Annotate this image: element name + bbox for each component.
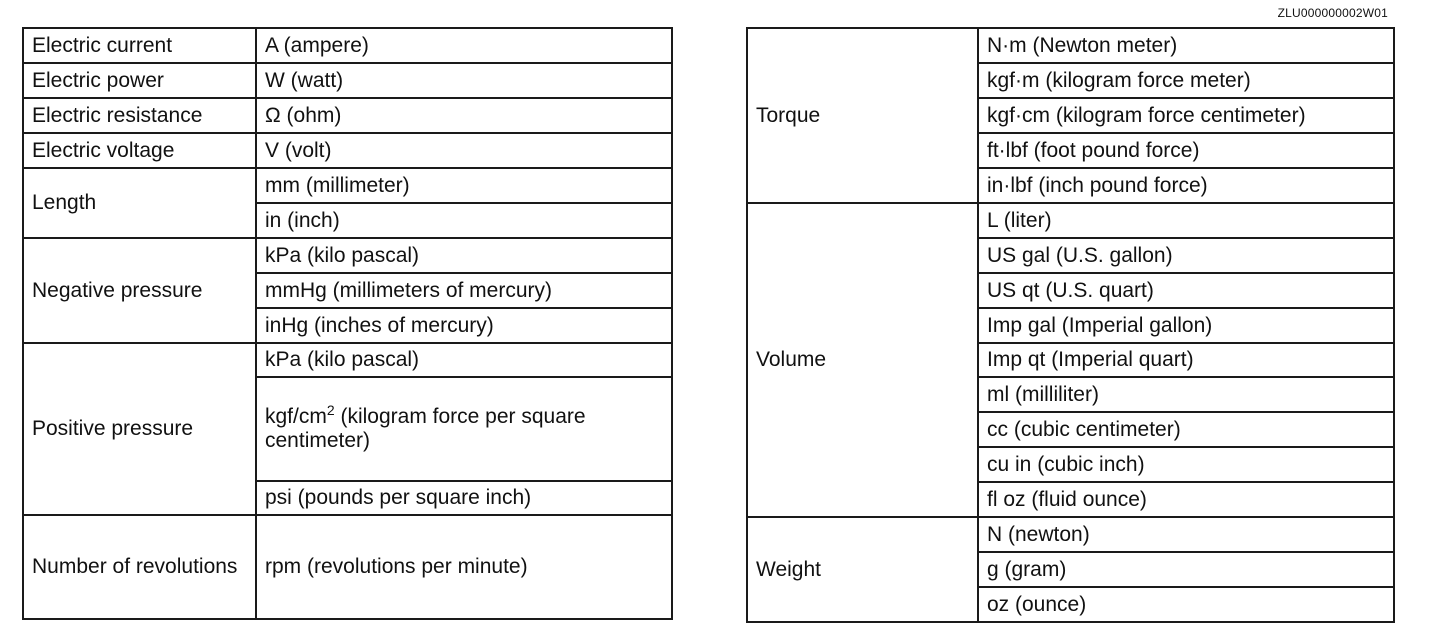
units-table-right <box>746 27 1395 623</box>
unit-cell: ft·lbf (foot pound force) <box>978 133 1394 168</box>
quantity-cell: Electric resistance <box>23 98 256 133</box>
table-row <box>747 517 1394 552</box>
table-row <box>23 515 672 619</box>
table-row <box>747 203 1394 238</box>
unit-cell: fl oz (fluid ounce) <box>978 482 1394 517</box>
unit-cell: psi (pounds per square inch) <box>256 481 672 515</box>
unit-cell: Ω (ohm) <box>256 98 672 133</box>
unit-cell: cc (cubic centimeter) <box>978 412 1394 447</box>
unit-cell: oz (ounce) <box>978 587 1394 622</box>
unit-cell: mmHg (millimeters of mercury) <box>256 273 672 308</box>
unit-cell: in·lbf (inch pound force) <box>978 168 1394 203</box>
quantity-cell: Negative pressure <box>23 238 256 343</box>
unit-cell: ml (milliliter) <box>978 377 1394 412</box>
table-row <box>23 168 672 203</box>
unit-cell: rpm (revolutions per minute) <box>256 515 672 619</box>
unit-cell: US qt (U.S. quart) <box>978 273 1394 308</box>
table-row <box>747 28 1394 63</box>
unit-cell: kPa (kilo pascal) <box>256 343 672 377</box>
unit-cell: US gal (U.S. gallon) <box>978 238 1394 273</box>
unit-symbol: kgf/cm <box>265 405 327 429</box>
table-row <box>23 133 672 168</box>
quantity-cell: Positive pressure <box>23 343 256 515</box>
unit-cell: cu in (cubic inch) <box>978 447 1394 482</box>
unit-cell: L (liter) <box>978 203 1394 238</box>
unit-cell: g (gram) <box>978 552 1394 587</box>
quantity-cell: Electric power <box>23 63 256 98</box>
unit-cell: Imp gal (Imperial gallon) <box>978 308 1394 343</box>
unit-cell: A (ampere) <box>256 28 672 63</box>
quantity-cell: Torque <box>747 28 978 203</box>
document-id: ZLU000000002W01 <box>1277 6 1388 20</box>
unit-cell: Imp qt (Imperial quart) <box>978 343 1394 377</box>
unit-cell: V (volt) <box>256 133 672 168</box>
unit-description: (kilogram force per square centimeter) <box>265 405 586 452</box>
quantity-cell: Length <box>23 168 256 238</box>
unit-cell: kPa (kilo pascal) <box>256 238 672 273</box>
table-row <box>23 63 672 98</box>
unit-cell <box>256 377 672 481</box>
unit-cell: inHg (inches of mercury) <box>256 308 672 343</box>
unit-exponent: 2 <box>326 402 335 419</box>
unit-cell: mm (millimeter) <box>256 168 672 203</box>
unit-cell: in (inch) <box>256 203 672 238</box>
quantity-cell: Weight <box>747 517 978 622</box>
unit-cell: W (watt) <box>256 63 672 98</box>
unit-cell: kgf·m (kilogram force meter) <box>978 63 1394 98</box>
unit-cell: N (newton) <box>978 517 1394 552</box>
table-row <box>23 238 672 273</box>
table-row <box>23 343 672 377</box>
table-row <box>23 28 672 63</box>
units-table-left <box>22 27 673 620</box>
quantity-cell: Number of revolutions <box>23 515 256 619</box>
quantity-cell: Electric current <box>23 28 256 63</box>
unit-cell: kgf·cm (kilogram force centimeter) <box>978 98 1394 133</box>
table-row <box>23 98 672 133</box>
quantity-cell: Volume <box>747 203 978 517</box>
quantity-cell: Electric voltage <box>23 133 256 168</box>
unit-cell: N·m (Newton meter) <box>978 28 1394 63</box>
